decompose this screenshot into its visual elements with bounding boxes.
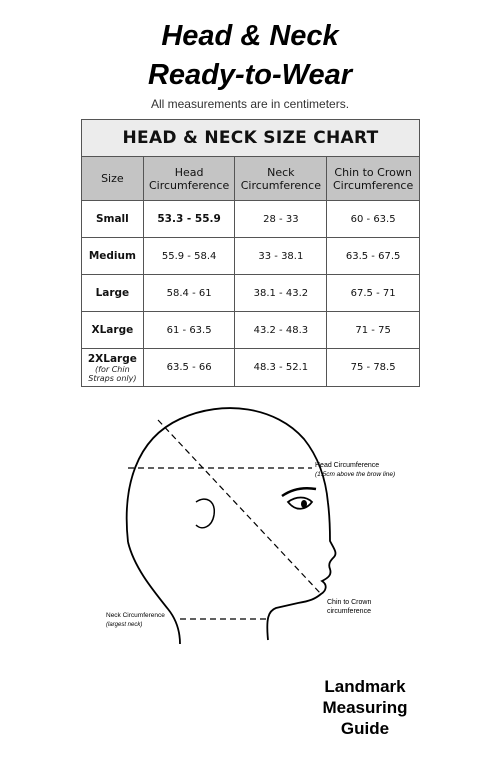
neck-back-outline bbox=[128, 542, 180, 644]
table-row bbox=[82, 201, 420, 238]
head-circumference-label: Head Circumference bbox=[315, 462, 380, 469]
column-header-chin bbox=[327, 157, 420, 201]
head-outline bbox=[127, 408, 336, 640]
landmark-measuring-guide bbox=[300, 676, 430, 739]
size-cell-note-line1: (for Chin bbox=[95, 364, 130, 374]
ear-icon bbox=[196, 499, 214, 528]
chin-to-crown-label-line2: circumference bbox=[327, 608, 371, 615]
title-line-1: Head & Neck bbox=[161, 20, 339, 52]
chin-cell: 71 - 75 bbox=[327, 312, 420, 349]
guide-line-3: Guide bbox=[340, 719, 390, 738]
table-header-row bbox=[82, 157, 420, 201]
size-cell-note-line2: Straps only) bbox=[88, 373, 137, 383]
size-cell: XLarge bbox=[82, 312, 144, 349]
head-cell: 63.5 - 66 bbox=[143, 349, 235, 387]
neck-cell: 48.3 - 52.1 bbox=[235, 349, 327, 387]
chin-to-crown-line bbox=[158, 420, 321, 594]
column-header-neck-line1: Neck bbox=[267, 165, 295, 179]
chin-cell: 75 - 78.5 bbox=[327, 349, 420, 387]
size-chart-table bbox=[81, 119, 420, 387]
size-chart-title: HEAD & NECK SIZE CHART bbox=[82, 120, 420, 157]
column-header-chin-line2: Circumference bbox=[333, 178, 414, 192]
chin-cell: 60 - 63.5 bbox=[327, 201, 420, 238]
column-header-neck bbox=[235, 157, 327, 201]
chin-cell: 67.5 - 71 bbox=[327, 275, 420, 312]
head-measuring-diagram bbox=[0, 395, 500, 665]
neck-cell: 43.2 - 48.3 bbox=[235, 312, 327, 349]
table-row bbox=[82, 275, 420, 312]
column-header-size: Size bbox=[82, 157, 144, 201]
table-row bbox=[82, 312, 420, 349]
chin-cell: 63.5 - 67.5 bbox=[327, 238, 420, 275]
column-header-head bbox=[143, 157, 235, 201]
guide-line-1: Landmark bbox=[324, 677, 406, 696]
column-header-chin-line1: Chin to Crown bbox=[334, 165, 412, 179]
size-cell: Medium bbox=[82, 238, 144, 275]
size-cell-label: 2XLarge bbox=[87, 352, 137, 365]
size-cell: Small bbox=[82, 201, 144, 238]
head-cell: 53.3 - 55.9 bbox=[143, 201, 235, 238]
table-row bbox=[82, 238, 420, 275]
column-header-neck-line2: Circumference bbox=[240, 178, 321, 192]
size-cell: Large bbox=[82, 275, 144, 312]
neck-circumference-label: Neck Circumference bbox=[106, 612, 165, 619]
eye-icon bbox=[288, 498, 312, 509]
eyebrow-icon bbox=[282, 488, 316, 496]
size-cell bbox=[82, 349, 144, 387]
head-cell: 58.4 - 61 bbox=[143, 275, 235, 312]
head-circumference-note: (1.5cm above the brow line) bbox=[315, 471, 396, 478]
neck-cell: 28 - 33 bbox=[235, 201, 327, 238]
units-note: All measurements are in centimeters. bbox=[150, 97, 350, 111]
column-header-head-line1: Head bbox=[174, 165, 204, 179]
head-cell: 61 - 63.5 bbox=[143, 312, 235, 349]
table-row bbox=[82, 349, 420, 387]
title-line-2: Ready-to-Wear bbox=[147, 59, 353, 91]
guide-line-2: Measuring bbox=[322, 698, 408, 717]
column-header-head-line2: Circumference bbox=[148, 178, 230, 192]
chin-to-crown-label-line1: Chin to Crown bbox=[327, 599, 372, 606]
eye-pupil bbox=[301, 500, 307, 508]
head-cell: 55.9 - 58.4 bbox=[143, 238, 235, 275]
neck-cell: 33 - 38.1 bbox=[235, 238, 327, 275]
neck-cell: 38.1 - 43.2 bbox=[235, 275, 327, 312]
neck-circumference-note: (largest neck) bbox=[106, 622, 143, 628]
